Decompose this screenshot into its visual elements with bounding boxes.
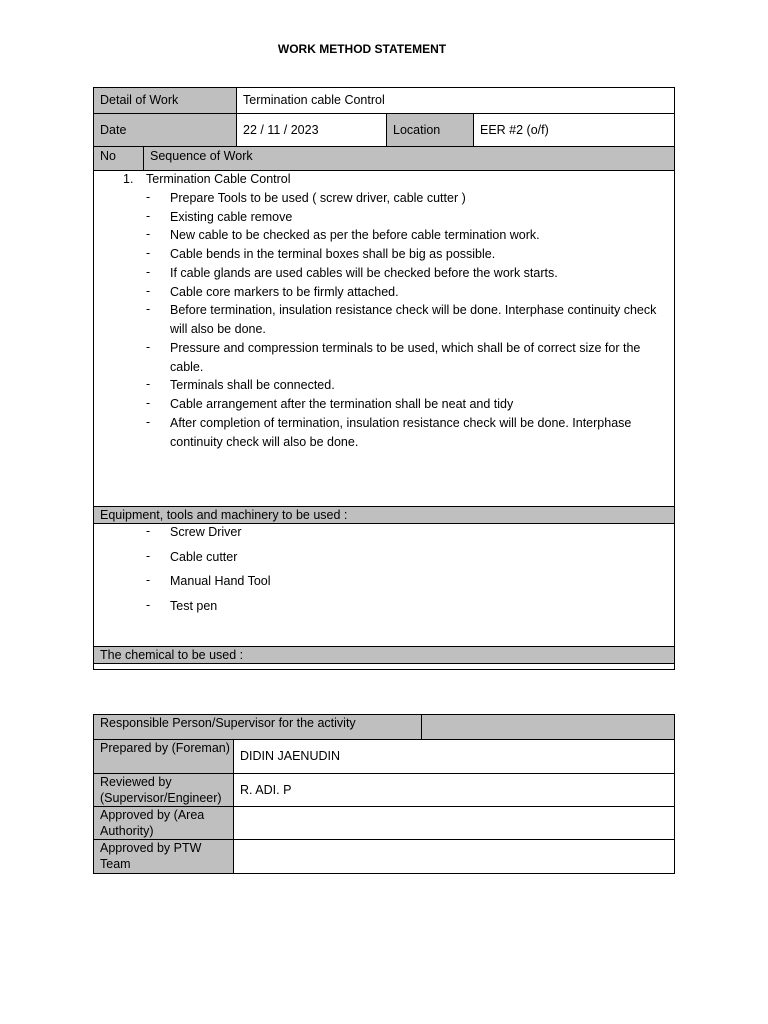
- reviewed-by-label: Reviewed by (Supervisor/Engineer): [94, 774, 233, 806]
- bullet-dash: -: [146, 573, 151, 587]
- list-item: Before termination, insulation resistance check will be done. Interphase continuity check will also be done.: [170, 303, 657, 336]
- bullet-dash: -: [146, 246, 151, 260]
- list-item: If cable glands are used cables will be checked before the work starts.: [170, 266, 558, 280]
- bullet-dash: -: [146, 227, 151, 241]
- prepared-by-label: Prepared by (Foreman): [94, 740, 233, 773]
- list-item: Cable core markers to be firmly attached.: [170, 285, 399, 299]
- list-item: Pressure and compression terminals to be used, which shall be of correct size for the cable.: [170, 341, 641, 374]
- sequence-item-number: 1.: [123, 172, 134, 186]
- list-item: Existing cable remove: [170, 210, 293, 224]
- bullet-dash: -: [146, 396, 151, 410]
- page-title: WORK METHOD STATEMENT: [277, 42, 447, 56]
- approved-ptw-team-label: Approved by PTW Team: [94, 840, 233, 873]
- bullet-dash: -: [146, 377, 151, 391]
- bullet-dash: -: [146, 190, 151, 204]
- approved-ptw-team-name: [234, 840, 674, 873]
- chemical-header: The chemical to be used :: [94, 647, 674, 663]
- date-value: 22 / 11 / 2023: [243, 123, 319, 137]
- list-item: Terminals shall be connected.: [170, 378, 335, 392]
- equipment-header: Equipment, tools and machinery to be used :: [94, 507, 674, 523]
- location-label: Location: [387, 114, 473, 146]
- reviewed-by-name: R. ADI. P: [240, 783, 292, 797]
- sequence-column-header: Sequence of Work: [144, 147, 674, 170]
- approved-area-authority-label: Approved by (Area Authority): [94, 807, 233, 839]
- bullet-dash: -: [146, 524, 151, 538]
- bullet-dash: -: [146, 598, 151, 612]
- bullet-dash: -: [146, 265, 151, 279]
- bullet-dash: -: [146, 415, 151, 429]
- list-item: Test pen: [170, 599, 218, 613]
- chemical-value: [94, 664, 674, 714]
- list-item: Cable arrangement after the termination shall be neat and tidy: [170, 397, 514, 411]
- list-item: Prepare Tools to be used ( screw driver, cable cutter ): [170, 191, 466, 205]
- no-column-header: No: [94, 147, 143, 170]
- bullet-dash: -: [146, 340, 151, 354]
- list-item: Cable bends in the terminal boxes shall be big as possible.: [170, 247, 496, 261]
- list-item: Cable cutter: [170, 550, 238, 564]
- responsible-header: Responsible Person/Supervisor for the activity: [94, 715, 421, 739]
- bullet-dash: -: [146, 209, 151, 223]
- responsible-header-blank: [422, 715, 674, 739]
- prepared-by-name: DIDIN JAENUDIN: [240, 749, 341, 763]
- bullet-dash: -: [146, 302, 151, 316]
- list-item: New cable to be checked as per the before cable termination work.: [170, 228, 540, 242]
- bullet-dash: -: [146, 284, 151, 298]
- sequence-item-title: Termination Cable Control: [146, 172, 291, 186]
- detail-of-work-value: Termination cable Control: [243, 93, 385, 107]
- detail-of-work-label: Detail of Work: [94, 88, 236, 113]
- list-item: After completion of termination, insulation resistance check will be done. Interphase continuity check will also be done.: [170, 416, 632, 449]
- list-item: Screw Driver: [170, 525, 242, 539]
- date-label: Date: [94, 114, 236, 146]
- location-value: EER #2 (o/f): [480, 123, 549, 137]
- bullet-dash: -: [146, 549, 151, 563]
- approved-area-authority-name: [234, 807, 674, 839]
- list-item: Manual Hand Tool: [170, 574, 271, 588]
